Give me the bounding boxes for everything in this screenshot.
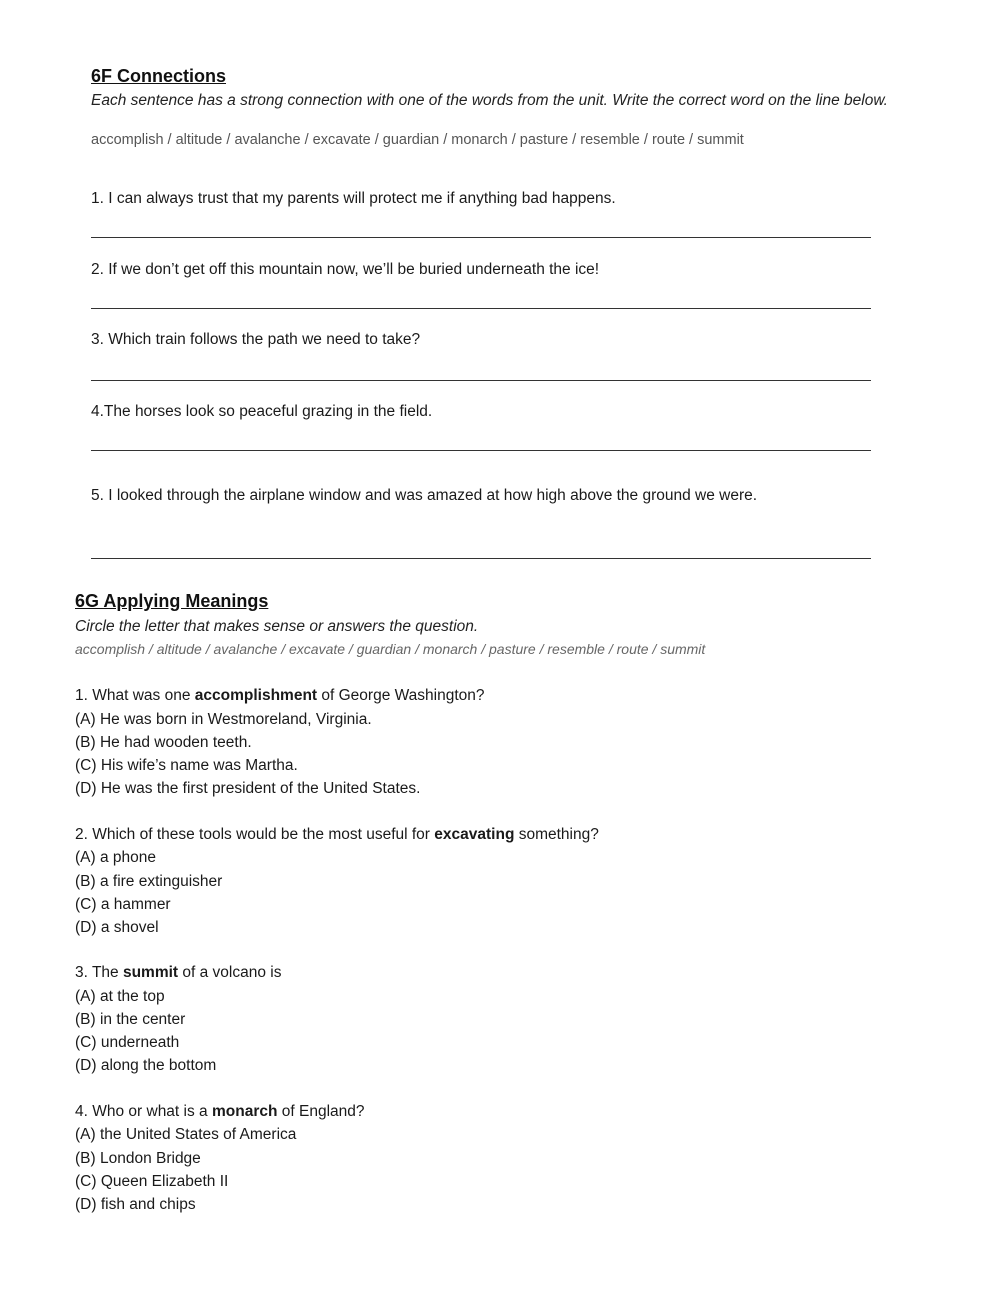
answer-option[interactable]: (B) a fire extinguisher [75,873,223,890]
answer-option[interactable]: (A) a phone [75,849,156,866]
meaning-question: 4. Who or what is a monarch of England? [75,1103,365,1120]
meaning-question: 3. The summit of a volcano is [75,964,282,981]
section-6g-instructions: Circle the letter that makes sense or answers the question. [75,618,479,635]
section-6f-title: 6F Connections [91,66,227,86]
answer-option[interactable]: (A) the United States of America [75,1126,297,1143]
connection-question: 4.The horses look so peaceful grazing in the field. [91,403,433,420]
answer-option[interactable]: (D) fish and chips [75,1196,196,1213]
connection-question: 5. I looked through the airplane window and was amazed at how high above the ground we were. [91,487,758,504]
answer-option[interactable]: (D) He was the first president of the United States. [75,780,421,797]
answer-option[interactable]: (B) in the center [75,1011,186,1028]
connection-question: 1. I can always trust that my parents will protect me if anything bad happens. [91,190,616,207]
answer-option[interactable]: (D) a shovel [75,919,159,936]
answer-option[interactable]: (B) He had wooden teeth. [75,734,252,751]
answer-option[interactable]: (A) He was born in Westmoreland, Virginia. [75,711,372,728]
answer-line[interactable] [91,558,871,559]
answer-line[interactable] [91,380,871,381]
answer-option[interactable]: (D) along the bottom [75,1057,217,1074]
connection-question: 2. If we don’t get off this mountain now, we’ll be buried underneath the ice! [91,261,600,278]
answer-option[interactable]: (C) Queen Elizabeth II [75,1173,229,1190]
answer-option[interactable]: (B) London Bridge [75,1150,201,1167]
meaning-question: 2. Which of these tools would be the most useful for excavating something? [75,826,599,843]
section-6f-word-bank: accomplish / altitude / avalanche / excavate / guardian / monarch / pasture / resemble / route / summit [91,132,744,148]
answer-line[interactable] [91,450,871,451]
meaning-question: 1. What was one accomplishment of George Washington? [75,687,485,704]
section-6g-word-bank: accomplish / altitude / avalanche / excavate / guardian / monarch / pasture / resemble / route / summit [75,641,706,657]
answer-line[interactable] [91,237,871,238]
answer-option[interactable]: (A) at the top [75,988,165,1005]
answer-option[interactable]: (C) a hammer [75,896,171,913]
section-6f-instructions: Each sentence has a strong connection with one of the words from the unit. Write the correct word on the line below. [91,92,888,109]
connection-question: 3. Which train follows the path we need to take? [91,331,421,348]
section-6g-title: 6G Applying Meanings [75,591,269,611]
answer-option[interactable]: (C) His wife’s name was Martha. [75,757,298,774]
answer-line[interactable] [91,308,871,309]
answer-option[interactable]: (C) underneath [75,1034,180,1051]
